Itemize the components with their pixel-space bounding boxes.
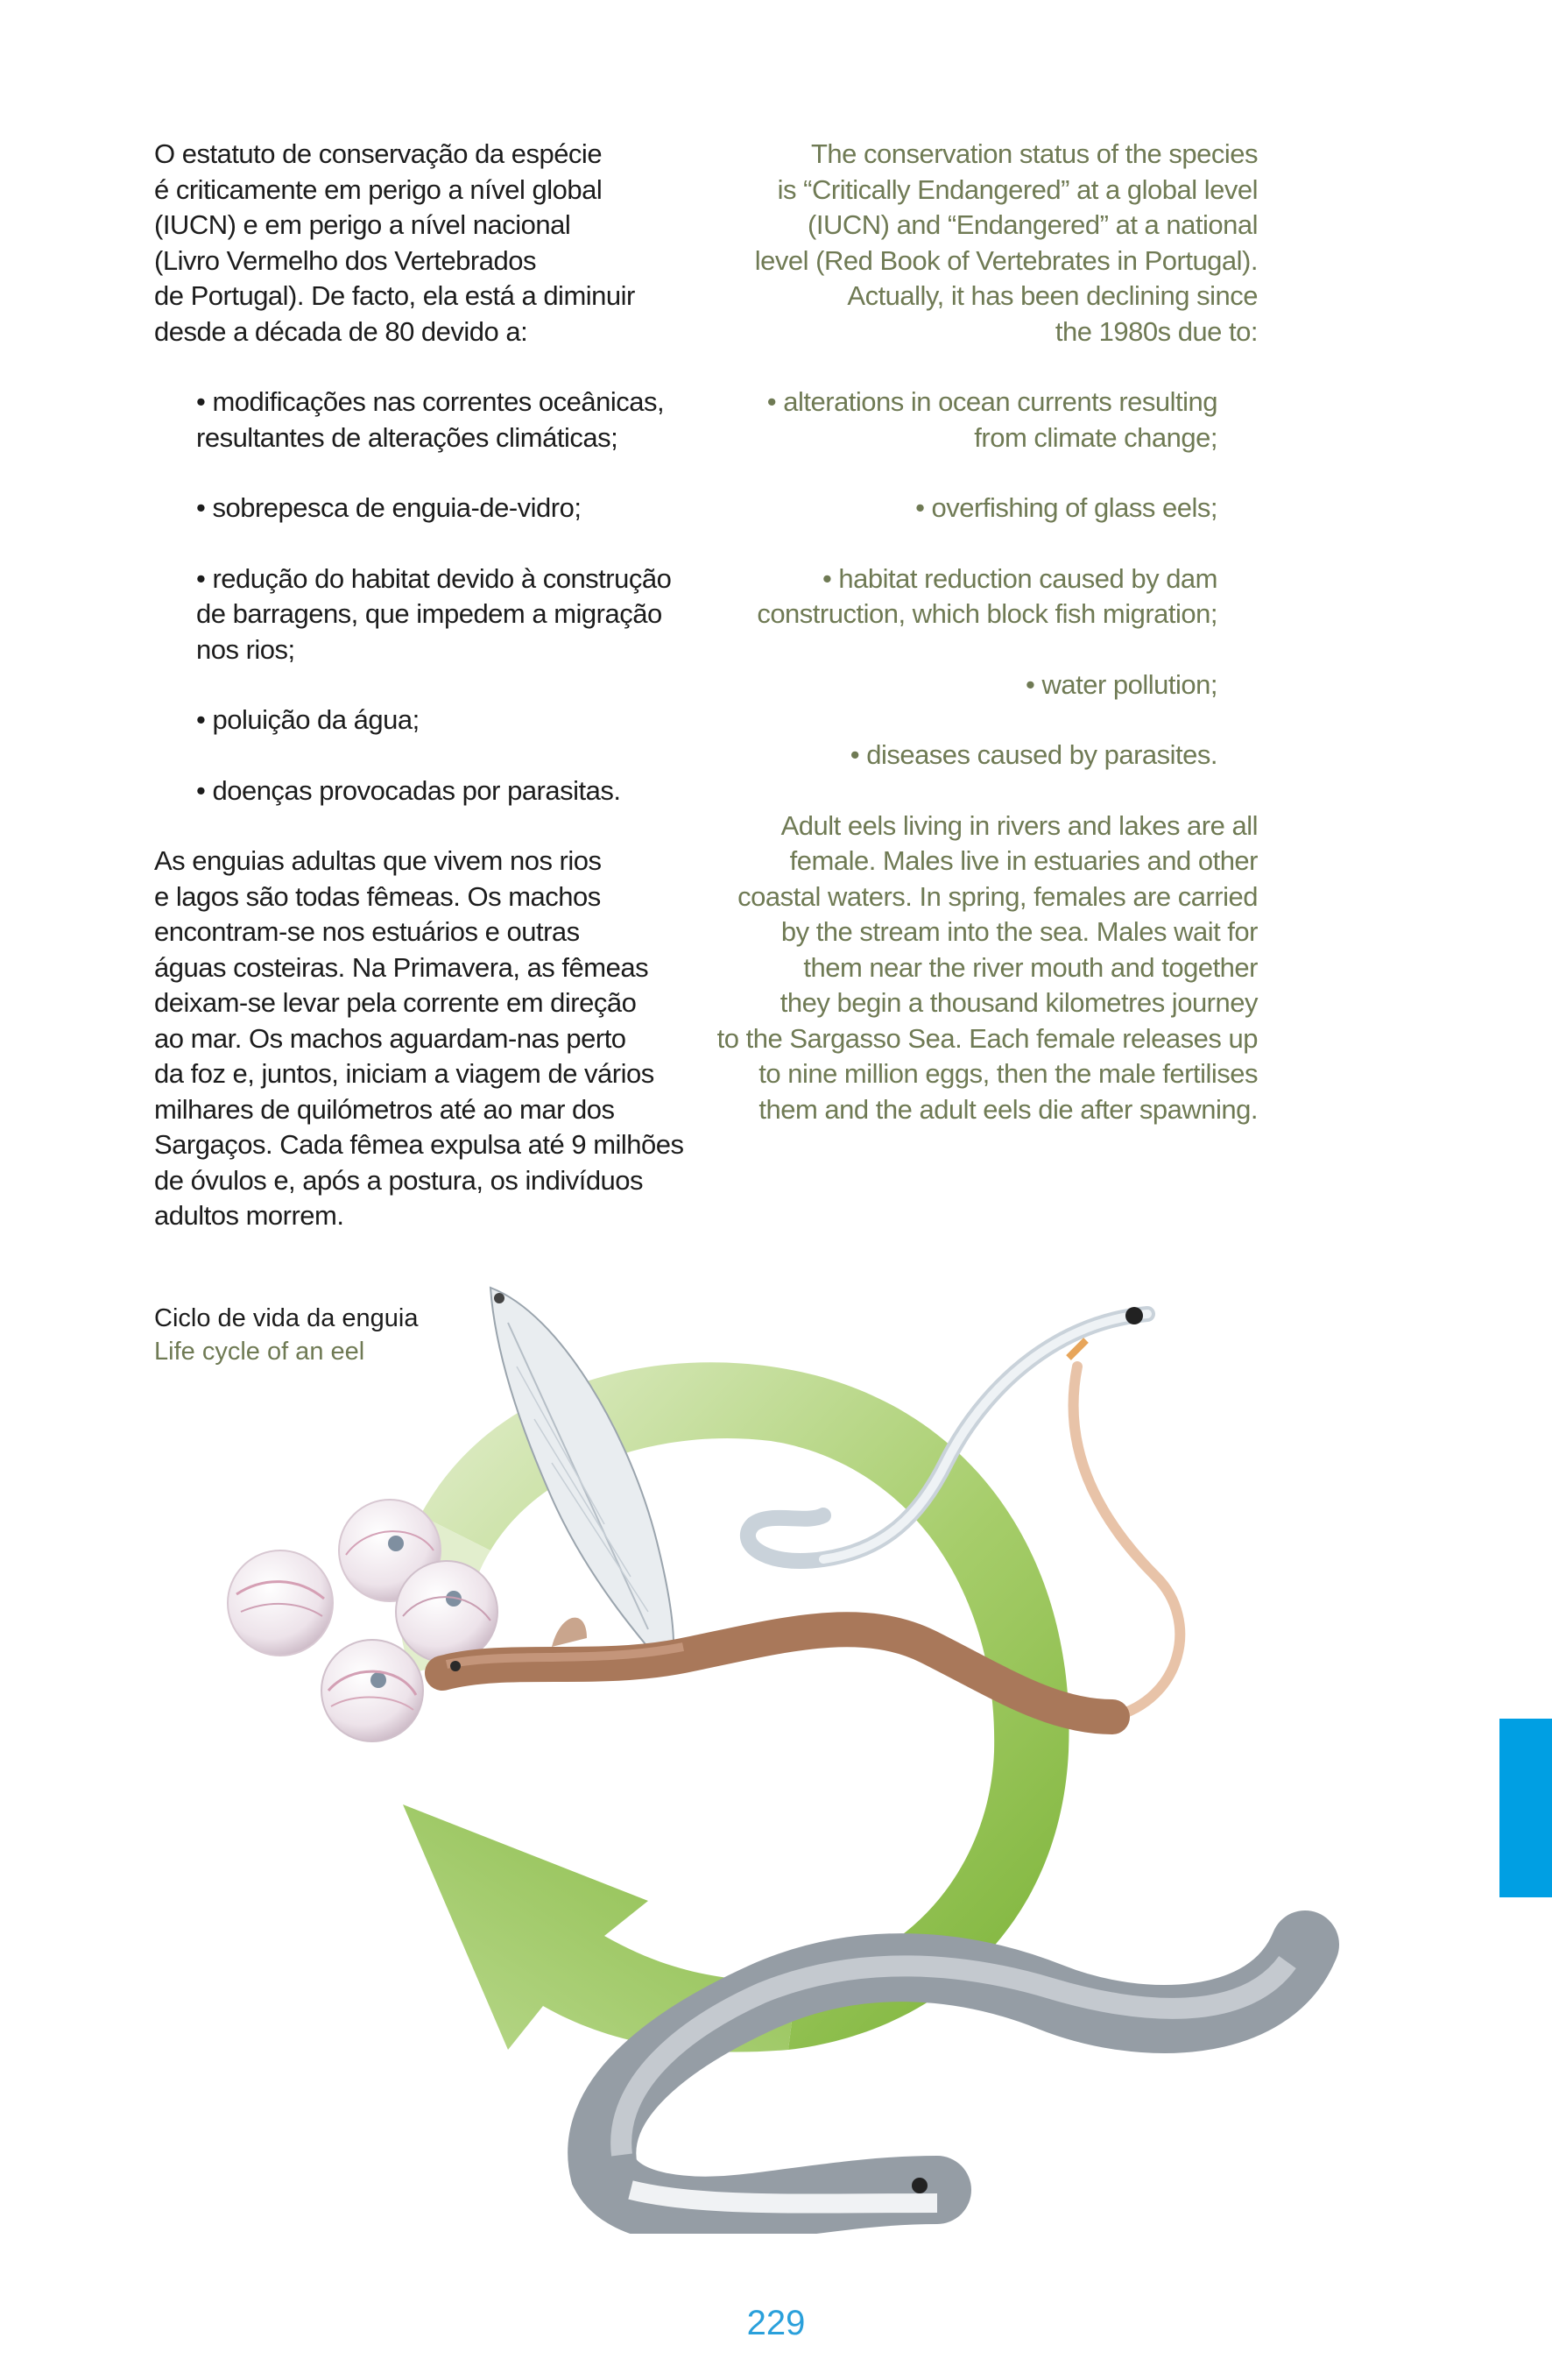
en-bullet: • water pollution; — [1026, 668, 1217, 700]
portuguese-column — [154, 137, 697, 1234]
caption-pt: Ciclo de vida da enguia — [154, 1304, 419, 1332]
pt-closing-paragraph: As enguias adultas que vivem nos rios e lagos são todas fêmeas. Os machos encontram-se nos estuários e outras águas costeiras. Na Primavera, as fêmeas deixam-se levar pela corrente em direção ao mar. Os machos aguardam-nas perto da foz e, juntos, iniciam a viagem de vários milhares de quilómetros até ao mar dos Sargaços. Cada fêmea expulsa até 9 milhões de óvulos e, após a postura, os indivíduos adultos morrem. — [154, 845, 684, 1231]
en-bullet: • overfishing of glass eels; — [915, 492, 1217, 523]
pt-bullet: • sobrepesca de enguia-de-vidro; — [196, 492, 582, 523]
en-bullet: • diseases caused by parasites. — [850, 739, 1217, 770]
page-number: 229 — [746, 2304, 806, 2342]
pt-bullet: • redução do habitat devido à construção de barragens, que impedem a migração nos rios; — [196, 562, 672, 665]
pt-bullet: • modificações nas correntes oceânicas, resultantes de alterações climáticas; — [196, 386, 665, 453]
en-bullet: • alterations in ocean currents resulting from climate change; — [766, 386, 1217, 453]
en-closing-paragraph: Adult eels living in rivers and lakes are all female. Males live in estuaries and other coastal waters. In spring, females are carried by the stream into the sea. Males wait for them near the river mouth and together they begin a thousand kilometres journey to the Sargasso Sea. Each female releases up to nine million eggs, then the male fertilises them and the adult eels die after spawning. — [716, 809, 1258, 1125]
pt-bullet: • poluição da água; — [196, 704, 420, 735]
en-bullet-list — [701, 385, 1217, 773]
english-column — [701, 137, 1258, 1127]
pt-bullet: • doenças provocadas por parasitas. — [196, 774, 621, 806]
figure-caption — [154, 1302, 418, 1368]
en-bullet: • habitat reduction caused by dam construction, which block fish migration; — [757, 562, 1217, 629]
en-intro-paragraph: The conservation status of the species is “Critically Endangered” at a global level (IUCN) and “Endangered” at a national level (Red Book of Vertebrates in Portugal). Actually, it has been declining since the 1980s due to: — [754, 138, 1258, 347]
pt-intro-paragraph: O estatuto de conservação da espécie é criticamente em perigo a nível global (IUCN) e em perigo a nível nacional (Livro Vermelho dos Vertebrados de Portugal). De facto, ela está a diminuir desde a década de 80 devido a: — [154, 138, 635, 347]
eel-life-cycle-illustration — [193, 1261, 1366, 2234]
caption-en: Life cycle of an eel — [154, 1338, 365, 1366]
chapter-tab — [1499, 1719, 1552, 1897]
egg — [321, 1640, 423, 1741]
